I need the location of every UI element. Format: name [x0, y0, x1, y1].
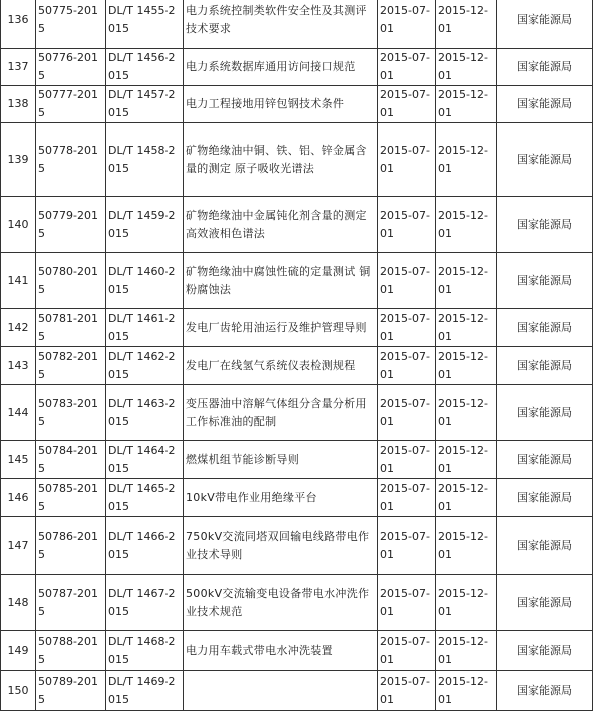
implementation-date: 2015-07-01 — [378, 479, 436, 517]
record-date: 2015-12-01 — [436, 253, 497, 309]
publishing-authority: 国家能源局 — [497, 197, 593, 253]
standard-number: DL/T 1465-2015 — [106, 479, 184, 517]
standard-number: DL/T 1457-2015 — [106, 86, 184, 123]
standard-name: 发电厂齿轮用油运行及维护管理导则 — [184, 309, 378, 347]
record-date: 2015-12-01 — [436, 441, 497, 479]
table-row — [1, 86, 593, 123]
row-number: 150 — [1, 671, 36, 711]
implementation-date: 2015-07-01 — [378, 385, 436, 441]
implementation-date: 2015-07-01 — [378, 86, 436, 123]
publishing-authority: 国家能源局 — [497, 49, 593, 86]
standard-number: DL/T 1469-2015 — [106, 671, 184, 711]
publishing-authority: 国家能源局 — [497, 86, 593, 123]
publishing-authority: 国家能源局 — [497, 441, 593, 479]
record-code: 50779-2015 — [36, 197, 106, 253]
table-row — [1, 575, 593, 631]
standard-name: 矿物绝缘油中腐蚀性硫的定量测试 铜粉腐蚀法 — [184, 253, 378, 309]
implementation-date: 2015-07-01 — [378, 197, 436, 253]
record-date: 2015-12-01 — [436, 575, 497, 631]
standard-name: 变压器油中溶解气体组分含量分析用工作标准油的配制 — [184, 385, 378, 441]
standard-name: 电力系统数据库通用访问接口规范 — [184, 49, 378, 86]
implementation-date: 2015-07-01 — [378, 441, 436, 479]
row-number: 138 — [1, 86, 36, 123]
publishing-authority: 国家能源局 — [497, 385, 593, 441]
standard-number: DL/T 1456-2015 — [106, 49, 184, 86]
record-code: 50784-2015 — [36, 441, 106, 479]
row-number: 147 — [1, 517, 36, 575]
publishing-authority: 国家能源局 — [497, 253, 593, 309]
implementation-date: 2015-07-01 — [378, 671, 436, 711]
record-code: 50777-2015 — [36, 86, 106, 123]
record-date: 2015-12-01 — [436, 631, 497, 671]
publishing-authority: 国家能源局 — [497, 671, 593, 711]
record-date: 2015-12-01 — [436, 86, 497, 123]
record-code: 50780-2015 — [36, 253, 106, 309]
table-row — [1, 517, 593, 575]
implementation-date: 2015-07-01 — [378, 309, 436, 347]
record-date: 2015-12-01 — [436, 517, 497, 575]
record-code: 50786-2015 — [36, 517, 106, 575]
publishing-authority: 国家能源局 — [497, 575, 593, 631]
implementation-date: 2015-07-01 — [378, 631, 436, 671]
record-date: 2015-12-01 — [436, 385, 497, 441]
standard-name: 矿物绝缘油中金属钝化剂含量的测定 高效液相色谱法 — [184, 197, 378, 253]
table-row — [1, 631, 593, 671]
implementation-date: 2015-07-01 — [378, 49, 436, 86]
standard-number: DL/T 1461-2015 — [106, 309, 184, 347]
record-code: 50785-2015 — [36, 479, 106, 517]
publishing-authority: 国家能源局 — [497, 479, 593, 517]
publishing-authority: 国家能源局 — [497, 0, 593, 49]
standard-number: DL/T 1460-2015 — [106, 253, 184, 309]
row-number: 145 — [1, 441, 36, 479]
standard-number: DL/T 1464-2015 — [106, 441, 184, 479]
record-date: 2015-12-01 — [436, 49, 497, 86]
record-date: 2015-12-01 — [436, 0, 497, 49]
standard-name: 500kV交流输变电设备带电水冲洗作业技术规范 — [184, 575, 378, 631]
table-body — [1, 0, 593, 711]
row-number: 139 — [1, 123, 36, 197]
record-code: 50783-2015 — [36, 385, 106, 441]
implementation-date: 2015-07-01 — [378, 575, 436, 631]
standard-number: DL/T 1462-2015 — [106, 347, 184, 385]
record-date: 2015-12-01 — [436, 479, 497, 517]
standard-name: 电力用车载式带电水冲洗装置 — [184, 631, 378, 671]
standard-name: 矿物绝缘油中铜、铁、铝、锌金属含量的测定 原子吸收光谱法 — [184, 123, 378, 197]
standard-number: DL/T 1459-2015 — [106, 197, 184, 253]
table-row — [1, 347, 593, 385]
row-number: 141 — [1, 253, 36, 309]
row-number: 149 — [1, 631, 36, 671]
row-number: 136 — [1, 0, 36, 49]
record-code: 50782-2015 — [36, 347, 106, 385]
standard-name: 10kV带电作业用绝缘平台 — [184, 479, 378, 517]
standard-name: 电力系统控制类软件安全性及其测评技术要求 — [184, 0, 378, 49]
table-row — [1, 309, 593, 347]
row-number: 140 — [1, 197, 36, 253]
standard-number: DL/T 1458-2015 — [106, 123, 184, 197]
row-number: 146 — [1, 479, 36, 517]
record-date: 2015-12-01 — [436, 197, 497, 253]
table-row — [1, 0, 593, 49]
standard-name — [184, 671, 378, 711]
table-row — [1, 479, 593, 517]
table-row — [1, 49, 593, 86]
publishing-authority: 国家能源局 — [497, 123, 593, 197]
implementation-date: 2015-07-01 — [378, 123, 436, 197]
standard-number: DL/T 1468-2015 — [106, 631, 184, 671]
implementation-date: 2015-07-01 — [378, 347, 436, 385]
record-code: 50778-2015 — [36, 123, 106, 197]
standard-number: DL/T 1463-2015 — [106, 385, 184, 441]
row-number: 144 — [1, 385, 36, 441]
record-code: 50788-2015 — [36, 631, 106, 671]
row-number: 143 — [1, 347, 36, 385]
standard-name: 750kV交流同塔双回输电线路带电作业技术导则 — [184, 517, 378, 575]
record-code: 50789-2015 — [36, 671, 106, 711]
record-code: 50775-2015 — [36, 0, 106, 49]
record-date: 2015-12-01 — [436, 347, 497, 385]
table-row — [1, 671, 593, 711]
record-code: 50781-2015 — [36, 309, 106, 347]
standard-name: 电力工程接地用锌包钢技术条件 — [184, 86, 378, 123]
table-row — [1, 197, 593, 253]
row-number: 142 — [1, 309, 36, 347]
standard-number: DL/T 1466-2015 — [106, 517, 184, 575]
record-code: 50787-2015 — [36, 575, 106, 631]
table-row — [1, 385, 593, 441]
standard-name: 发电厂在线氢气系统仪表检测规程 — [184, 347, 378, 385]
implementation-date: 2015-07-01 — [378, 517, 436, 575]
record-date: 2015-12-01 — [436, 123, 497, 197]
standard-name: 燃煤机组节能诊断导则 — [184, 441, 378, 479]
implementation-date: 2015-07-01 — [378, 0, 436, 49]
table-row — [1, 253, 593, 309]
publishing-authority: 国家能源局 — [497, 309, 593, 347]
table-row — [1, 123, 593, 197]
standard-number: DL/T 1467-2015 — [106, 575, 184, 631]
row-number: 148 — [1, 575, 36, 631]
standard-number: DL/T 1455-2015 — [106, 0, 184, 49]
record-code: 50776-2015 — [36, 49, 106, 86]
table-row — [1, 441, 593, 479]
publishing-authority: 国家能源局 — [497, 631, 593, 671]
record-date: 2015-12-01 — [436, 309, 497, 347]
implementation-date: 2015-07-01 — [378, 253, 436, 309]
record-date: 2015-12-01 — [436, 671, 497, 711]
publishing-authority: 国家能源局 — [497, 347, 593, 385]
row-number: 137 — [1, 49, 36, 86]
publishing-authority: 国家能源局 — [497, 517, 593, 575]
